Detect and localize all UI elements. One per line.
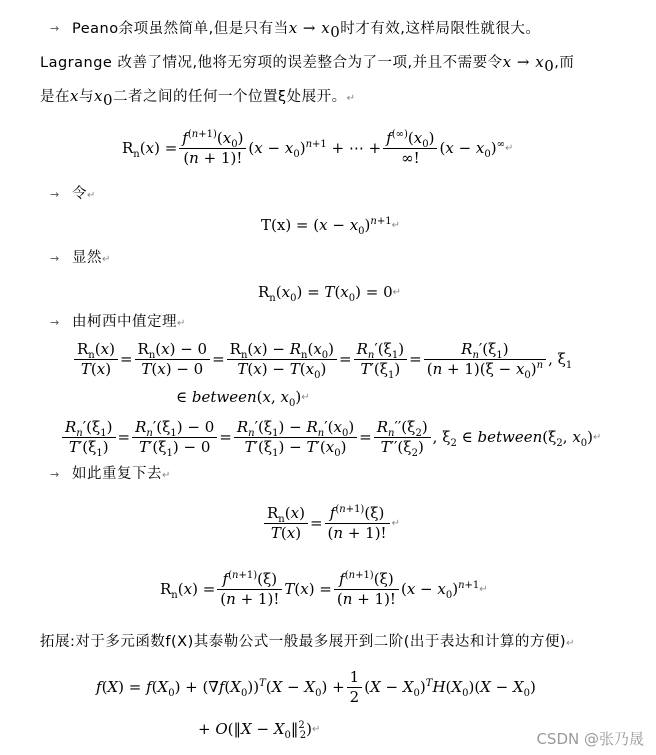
list-arrow-icon: →: [50, 468, 60, 481]
line3-text-c: 二者之间的任何一个位置ξ处展开。: [112, 89, 347, 105]
list-arrow-icon: →: [50, 188, 60, 201]
equation-multivariate-remainder: + O(‖X − $X_0‖^2_2$) ↵: [198, 720, 321, 741]
extension-label: 拓展:对于多元函数f(X)其泰勒公式一般最多展开到二阶(出于表达和计算的方便): [40, 634, 567, 650]
line2-math: x → x: [502, 53, 545, 71]
paragraph-line-3: [40, 86, 355, 109]
paragraph-mark: ↵: [391, 219, 400, 231]
paragraph-mark: ↵: [87, 190, 96, 201]
equation-t-definition: $T(x) = (x - x_0)^{n+1}$ ↵: [261, 216, 400, 237]
paragraph-mark: ↵: [162, 470, 171, 481]
paragraph-mark: ↵: [177, 318, 186, 329]
line3-sub: 0: [102, 90, 113, 109]
equation-lagrange-remainder: $R_n(x)$ = $\frac{f^{(n+1)}(x_0)}{(n + 1)!}$ $(x - x_0)^{n+1}$ + ⋯ + $\frac{f^{(\infty)}(x_0)}{\infty!}$ $(x - x_0)^\infty$ ↵: [122, 128, 514, 167]
paragraph-mark: ↵: [392, 286, 402, 298]
step-let: [72, 184, 96, 206]
list-arrow-icon: →: [50, 22, 60, 35]
equation-cauchy-2: $\frac{R_n'(\xi_1)}{T'(\xi_1)}$ = $\frac{R_n'(\xi_1) - 0}{T'(\xi_1) - 0}$ = $\frac{R_n'(\xi_1) - R_n'(x_0)}{T'(\xi_1) - T'(x_0)}$ = $\frac{R_n''(\xi_2)}{T''(\xi_2)}$ , $\xi_2$ ∈ $between(\xi_2$, $x_0$) ↵: [60, 414, 601, 460]
line3-text-a: 是在: [40, 89, 70, 105]
line1-prefix: Peano余项虽然简单,但是只有当: [72, 21, 289, 37]
line1-suffix: 时才有效,这样局限性就很大。: [340, 21, 541, 37]
line3-x: x: [70, 87, 79, 105]
list-arrow-icon: →: [50, 252, 60, 265]
watermark: CSDN @张乃晟: [536, 730, 644, 748]
line2-sub: 0: [544, 56, 555, 75]
paragraph-mark: ↵: [311, 723, 321, 735]
paragraph-mark: ↵: [504, 142, 514, 154]
step-cauchy-label: 由柯西中值定理: [72, 314, 177, 330]
paragraph-mark: ↵: [391, 517, 400, 529]
equation-cauchy-1-cont: ∈ between(x, $x_0$) ↵: [176, 388, 310, 409]
paragraph-mark: ↵: [301, 391, 310, 403]
step-obviously-label: 显然: [72, 250, 102, 266]
line1-sub: 0: [330, 22, 341, 41]
step-repeat-label: 如此重复下去: [72, 466, 162, 482]
paragraph-line-2: [40, 52, 574, 73]
paragraph-mark: ↵: [346, 93, 356, 104]
step-repeat: [72, 464, 171, 486]
equation-cauchy-1: $\frac{R_n(x)}{T(x)}$ = $\frac{R_n(x) - 0}{T(x) - 0}$ = $\frac{R_n(x) - R_n(x_0)}{T(x) - T(x_0)}$ = $\frac{R_n'(\xi_1)}{T'(\xi_1)}$ = $\frac{R_n'(\xi_1)}{(n + 1)(\xi - x_0)^n}$ , $\xi_1$: [72, 336, 572, 382]
step-let-label: 令: [72, 186, 87, 202]
extension-text: [40, 632, 575, 654]
line2-suffix: ,而: [554, 55, 575, 71]
line1-math: x → x: [288, 19, 331, 37]
paragraph-mark: ↵: [102, 254, 111, 265]
step-obviously: [72, 248, 111, 270]
line2-prefix: Lagrange 改善了情况,他将无穷项的误差整合为了一项,并且不需要令: [40, 55, 503, 71]
equation-lagrange-form: $R_n(x)$ = $\frac{f^{(n+1)}(\xi)}{(n + 1)!}$ T(x) = $\frac{f^{(n+1)}(\xi)}{(n + 1)!}$ $(x - x_0)^{n+1}$ ↵: [160, 569, 488, 608]
line3-text-b: 与: [78, 89, 94, 105]
paragraph-mark: ↵: [566, 638, 575, 649]
step-cauchy: [72, 312, 186, 334]
equation-multivariate-taylor: $f(X) = f(X_0) + (\nabla f(X_0))^T(X - X_0)$ + $\frac{1}{2}$ $(X - X_0)^TH(X_0)(X - X_0)$: [96, 667, 536, 706]
paragraph-mark: ↵: [593, 431, 602, 443]
list-arrow-icon: →: [50, 316, 60, 329]
paragraph-line-1: [72, 18, 540, 39]
equation-zero-at-x0: $R_n(x_0) = T(x_0) = 0$ ↵: [258, 283, 402, 304]
paragraph-mark: ↵: [479, 583, 488, 595]
line3-x0: x: [93, 87, 103, 105]
equation-ratio: $\frac{R_n(x)}{T(x)}$ = $\frac{f^{(n+1)}(\xi)}{(n + 1)!}$ ↵: [262, 500, 400, 546]
